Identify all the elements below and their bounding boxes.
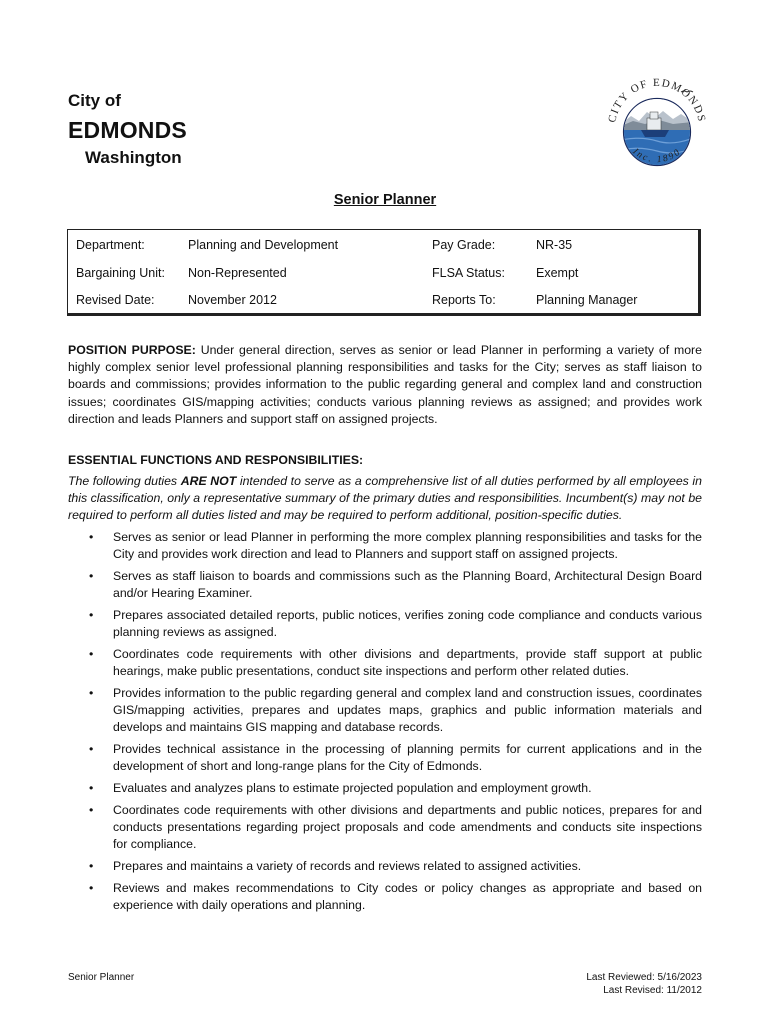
bullet-icon: • [89, 607, 94, 622]
list-item [68, 780, 702, 797]
duty-text: Coordinates code requirements with other divisions and departments and public notices, prepares for and conducts presentations regarding project proposals and code amendments and conducts site inspections for compliance. [113, 802, 702, 852]
list-item [68, 529, 702, 563]
purpose-label: POSITION PURPOSE: [68, 343, 196, 357]
flsa-status-label: FLSA Status: [432, 266, 505, 280]
intro-bold: ARE NOT [180, 474, 237, 488]
city-name: EDMONDS [68, 117, 187, 143]
pay-grade-label: Pay Grade: [432, 238, 496, 252]
list-item [68, 858, 702, 875]
duty-text: Provides technical assistance in the processing of planning permits for current applications and in the development of short and long-range plans for the City of Edmonds. [113, 742, 702, 774]
seal-bottom-text: Inc. 1890 [630, 146, 684, 166]
intro-before: The following duties [68, 474, 181, 488]
bargaining-unit-label: Bargaining Unit: [76, 266, 165, 280]
department-label: Department: [76, 238, 145, 252]
flsa-status-value: Exempt [536, 266, 579, 280]
bullet-icon: • [89, 530, 94, 544]
essential-functions-heading: ESSENTIAL FUNCTIONS AND RESPONSIBILITIES: [68, 453, 364, 467]
duty-text: Serves as senior or lead Planner in performing the more complex planning responsibilities and tasks for the City and provides work direction and lead to Planners and support staff on assigned projects. [113, 530, 702, 562]
duty-text: Serves as staff liaison to boards and commissions such as the Planning Board, Architectural Design Board and/or Hearing Examiner. [113, 568, 702, 601]
reports-to-label: Reports To: [432, 293, 496, 307]
list-item [68, 607, 702, 641]
bargaining-unit-value: Non-Represented [188, 266, 287, 280]
state-name: Washington [85, 148, 182, 167]
city-of-label: City of [68, 91, 121, 110]
footer-dates [586, 971, 702, 997]
city-seal-logo [601, 66, 713, 178]
list-item [68, 802, 702, 853]
pay-grade-value: NR-35 [536, 238, 573, 252]
last-reviewed: Last Reviewed: 5/16/2023 [586, 972, 702, 983]
list-item [68, 741, 702, 775]
seal-top-text: CITY OF EDMONDS [606, 76, 708, 124]
page-title [0, 192, 770, 208]
duty-text: Provides information to the public regarding general and complex land and construction issues, coordinates GIS/mapping activities, prepares and updates maps, graphics and public information materials and develops and maintains GIS mapping and database records. [113, 685, 702, 735]
duty-text: Reviews and makes recommendations to City codes or policy changes as appropriate and based on experience with daily operations and planning. [113, 880, 702, 912]
duty-text: Prepares and maintains a variety of records and reviews related to assigned activities. [113, 858, 582, 873]
bullet-icon: • [89, 781, 94, 795]
last-revised: Last Revised: 11/2012 [603, 985, 702, 996]
department-value: Planning and Development [188, 238, 339, 252]
list-item [68, 880, 702, 914]
footer-title: Senior Planner [68, 972, 135, 983]
revised-date-label: Revised Date: [76, 293, 155, 307]
bullet-icon: • [89, 568, 94, 583]
duty-text: Prepares associated detailed reports, public notices, verifies zoning code compliance and conducts various planning reviews as assigned. [113, 607, 702, 640]
job-info-table [67, 229, 701, 316]
bullet-icon: • [89, 742, 94, 757]
purpose-text: Under general direction, serves as senior or lead Planner in performing a variety of more highly complex senior level professional planning responsibilities and tasks for the City; serves as staff liaison to boards and commissions; provides information to the public regarding general and complex land and construction issues; coordinates GIS/mapping activities; conducts various planning reviews as assigned; and provides work direction and leads Planners and support staff on assigned projects. [68, 343, 702, 426]
list-item [68, 685, 702, 736]
duty-text: Coordinates code requirements with other divisions and departments, provide staff support at public hearings, make public presentations, conduct site inspections and perform other related duties. [113, 646, 702, 679]
bullet-icon: • [89, 685, 94, 700]
list-item [68, 646, 702, 680]
revised-date-value: November 2012 [188, 293, 277, 307]
duties-list [68, 529, 702, 919]
bullet-icon: • [89, 858, 94, 873]
reports-to-value: Planning Manager [536, 293, 638, 307]
duty-text: Evaluates and analyzes plans to estimate projected population and employment growth. [113, 781, 592, 795]
bullet-icon: • [89, 802, 94, 817]
position-purpose [68, 342, 702, 428]
bullet-icon: • [89, 880, 94, 895]
bullet-icon: • [89, 646, 94, 661]
title-text: Senior Planner [333, 192, 437, 208]
essential-intro [68, 473, 702, 525]
list-item [68, 568, 702, 602]
intro-after: intended to serve as a comprehensive list of all duties performed by all employees in this classification, only a representative summary of the primary duties and responsibilities. Incumbent(s) may not be required to perform all duties listed and may be required to perform additional, position-specific duties. [68, 474, 702, 523]
